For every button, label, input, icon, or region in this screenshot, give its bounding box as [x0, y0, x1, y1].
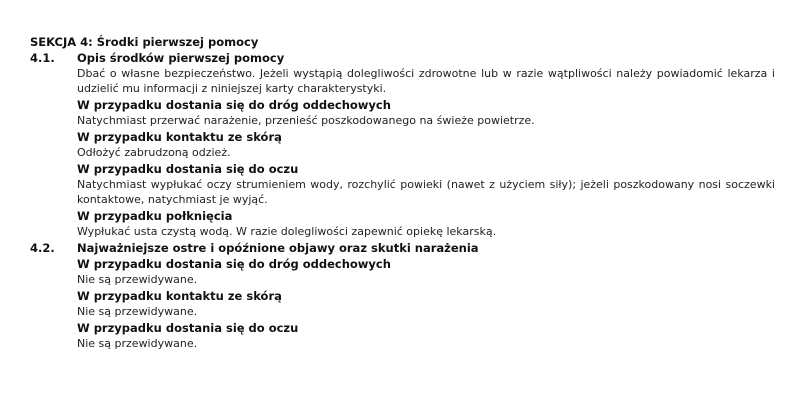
document — [30, 35, 775, 353]
section-body — [77, 257, 775, 351]
section-number: 4.1. — [30, 51, 55, 65]
intro-paragraph: Dbać o własne bezpieczeństwo. Jeżeli wystąpią dolegliwości zdrowotne lub w razie wątpliwości należy powiadomić lekarza i udzielić mu informacji z niniejszej karty charakterystyki. — [77, 67, 775, 95]
section-title: SEKCJA 4: Środki pierwszej pomocy — [30, 35, 259, 49]
text-eyes: Natychmiast wypłukać oczy strumieniem wody, rozchylić powieki (nawet z użyciem siły); jeżeli poszkodowany nosi soczewki kontaktowe, natychmiast je wyjąć. — [77, 178, 775, 206]
section-heading: Opis środków pierwszej pomocy — [77, 51, 285, 65]
section-number: 4.2. — [30, 241, 55, 255]
subheading-eyes: W przypadku dostania się do oczu — [77, 162, 299, 176]
text-ingestion: Wypłukać usta czystą wodą. W razie dolegliwości zapewnić opiekę lekarską. — [77, 225, 497, 238]
section-4-1 — [30, 51, 775, 239]
text-skin: Odłożyć zabrudzoną odzież. — [77, 146, 231, 159]
subheading-skin: W przypadku kontaktu ze skórą — [77, 289, 282, 303]
section-4-2 — [30, 241, 775, 351]
subheading-inhalation: W przypadku dostania się do dróg oddechowych — [77, 98, 391, 112]
subheading-ingestion: W przypadku połknięcia — [77, 209, 233, 223]
text-skin: Nie są przewidywane. — [77, 305, 198, 318]
section-body — [77, 66, 775, 239]
text-inhalation: Natychmiast przerwać narażenie, przenieść poszkodowanego na świeże powietrze. — [77, 114, 535, 127]
text-inhalation: Nie są przewidywane. — [77, 273, 198, 286]
text-eyes: Nie są przewidywane. — [77, 337, 198, 350]
subheading-eyes: W przypadku dostania się do oczu — [77, 321, 299, 335]
subheading-skin: W przypadku kontaktu ze skórą — [77, 130, 282, 144]
section-heading: Najważniejsze ostre i opóźnione objawy oraz skutki narażenia — [77, 241, 479, 255]
subheading-inhalation: W przypadku dostania się do dróg oddechowych — [77, 257, 391, 271]
